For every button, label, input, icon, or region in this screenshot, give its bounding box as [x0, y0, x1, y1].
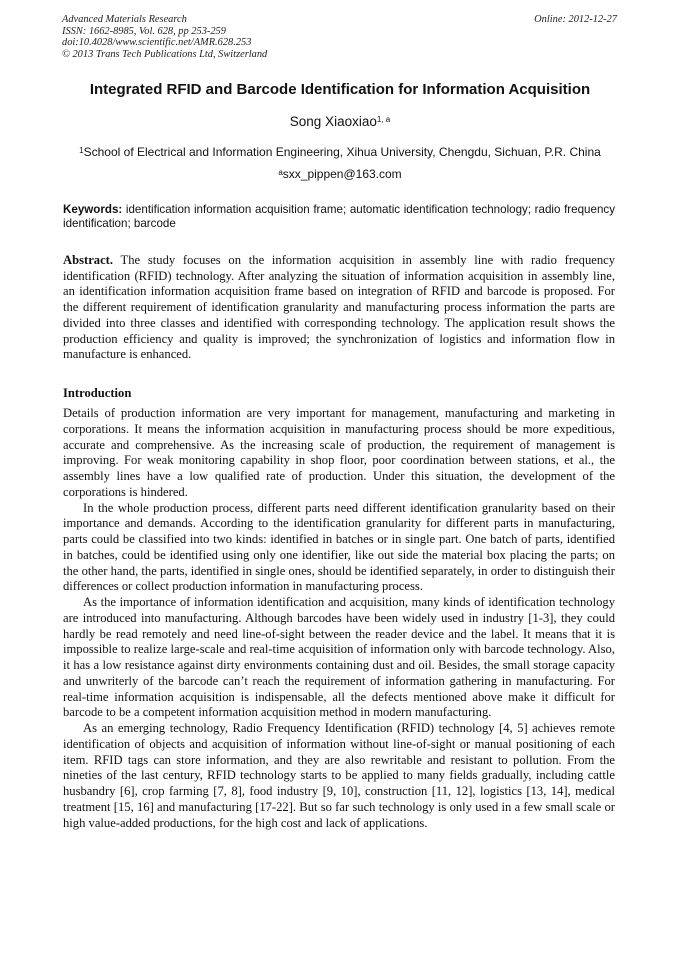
email-superscript: a	[278, 168, 283, 177]
author-line	[40, 114, 640, 130]
keywords	[63, 203, 615, 231]
abstract	[63, 253, 615, 363]
doi-line: doi:10.4028/www.scientific.net/AMR.628.253	[62, 37, 252, 49]
affiliation	[40, 145, 640, 160]
paragraph: As the importance of information identification and acquisition, many kinds of identification technology are introduced into manufacturing. Although barcodes have been widely used in industry [1-3], they could hardly be read remotely and need line-of-sight between the reader device and the label. It means that it is impossible to realize large-scale and real-time acquisition of information only with barcode technology. Also, it has a low resistance against dirty environments containing dust and oil. Besides, the small storage capacity and unwriterly of the barcode can’t reach the requirement of information gathering in manufacturing. For real-time information acquisition is indispensable, all the defects mentioned above make it difficult for barcode to be a competent information acquisition method in modern manufacturing.	[63, 595, 615, 720]
abstract-text: The study focuses on the information acquisition in assembly line with radio frequency identification (RFID) technology. After analyzing the situation of information acquisition in assembly line, an identification information acquisition frame based on integration of RFID and barcode is proposed. For the different requirement of identification granularity and manufacturing process information the parts are divided into three classes and identified with corresponding technology. The application result shows the production efficiency and quality is improved; the synchronization of logistics and information flow in manufacture is enhanced.	[63, 253, 616, 362]
paragraph: In the whole production process, different parts need different identification granularity based on their importance and demands. According to the identification granularity for different parts in manufacturing, parts could be classified into two kinds: identified in batches or in single part. One batch of parts, identified in batches, could be identified using only one identifier, like out side the material box placing the parts; on the other hand, the parts, identified in single ones, should be identified separately, in order to distinguish their differences or collect production information in manufacturing process.	[63, 500, 615, 594]
affiliation-superscript: 1	[79, 146, 84, 155]
keywords-label: Keywords:	[63, 203, 123, 216]
issn-line: ISSN: 1662-8985, Vol. 628, pp 253-259	[62, 25, 226, 37]
abstract-label: Abstract.	[63, 253, 114, 267]
paragraph: Details of production information are very important for management, manufacturing and marketing in corporations. It means the information acquisition in manufacturing process should be more expeditious, accurate and comprehensive. As the increasing scale of production, the requirement of management is improving. For weak monitoring capability in shop floor, poor coordination between stations, et al., the assembly lines have a low qualified rate of production. Under this situation, the development of the corporations is hindered.	[63, 406, 615, 499]
online-date: Online: 2012-12-27	[534, 14, 617, 25]
section-heading-introduction: Introduction	[63, 386, 132, 400]
email-text: sxx_pippen@163.com	[282, 167, 402, 181]
keywords-text: identification information acquisition frame; automatic identification technology; radio frequency identification; barcode	[63, 203, 615, 230]
affiliation-text: School of Electrical and Information Engineering, Xihua University, Chengdu, Sichuan, P.R. China	[83, 145, 601, 159]
paper-title: Integrated RFID and Barcode Identification for Information Acquisition	[89, 81, 591, 98]
copyright-line: © 2013 Trans Tech Publications Ltd, Switzerland	[62, 48, 268, 60]
journal-header	[62, 14, 617, 60]
author-email	[40, 167, 640, 182]
paragraph: As an emerging technology, Radio Frequency Identification (RFID) technology [4, 5] achieves remote identification of objects and acquisition of information without line-of-sight or manual positioning of each item. RFID tags can store information, and they are also rewritable and resistant to pollution. From the nineties of the last century, RFID technology starts to be applied to many fields gradually, including cattle husbandry [6], crop farming [7, 8], food industry [9, 10], construction [11, 12], logistics [13, 14], medical treatment [15, 16] and manufacturing [17-22]. But so far such technology is only used in a few small scale or high value-added productions, for the high cost and lack of applications.	[63, 721, 615, 830]
introduction-body	[63, 406, 615, 831]
author-superscript: 1, a	[376, 115, 391, 124]
journal-name: Advanced Materials Research	[62, 14, 187, 25]
author-name: Song Xiaoxiao	[289, 114, 377, 129]
